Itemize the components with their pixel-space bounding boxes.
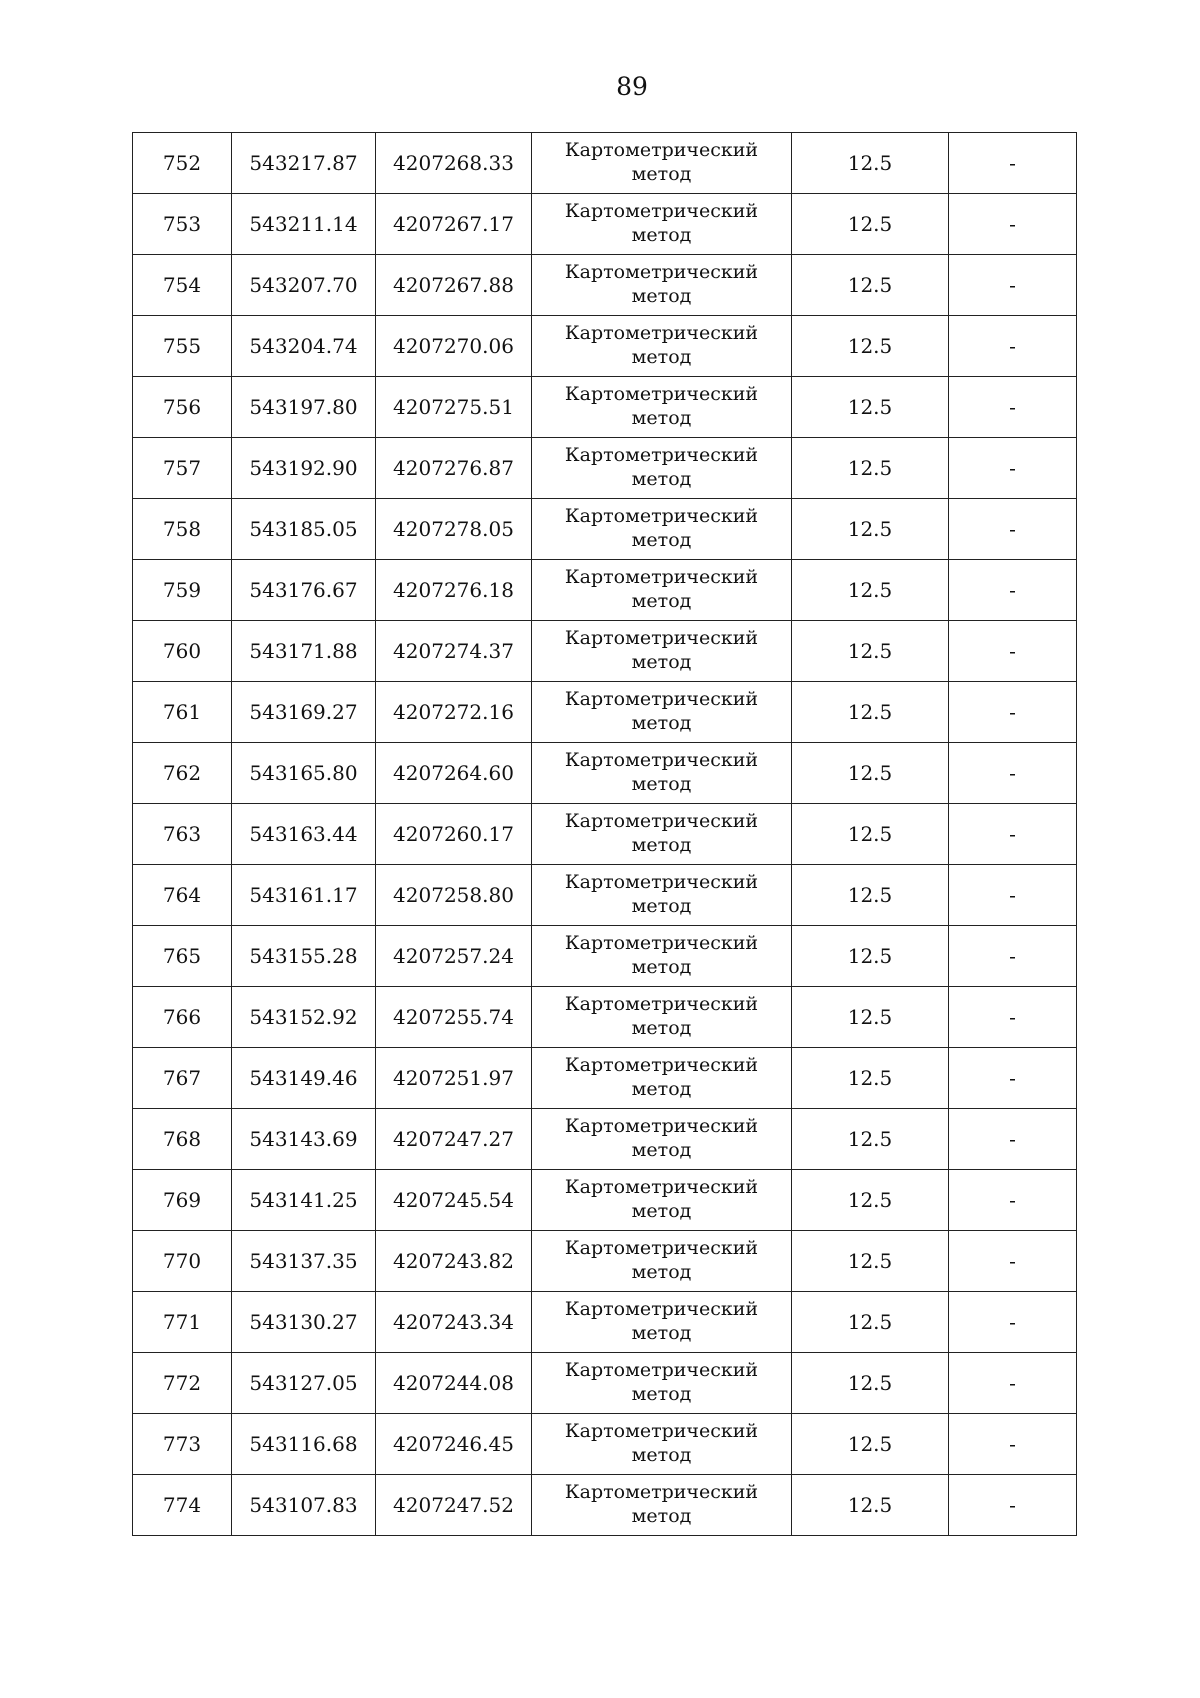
method-cell	[532, 1353, 792, 1414]
y-coordinate-cell: 4207270.06	[376, 316, 532, 377]
x-coordinate-cell: 543217.87	[232, 133, 376, 194]
method-line-2: метод	[631, 1017, 692, 1039]
table-row	[133, 377, 1077, 438]
method-cell	[532, 1475, 792, 1536]
method-cell	[532, 804, 792, 865]
method-line-2: метод	[631, 590, 692, 612]
note-cell: -	[949, 1170, 1077, 1231]
point-number-cell: 765	[133, 926, 232, 987]
x-coordinate-cell: 543137.35	[232, 1231, 376, 1292]
point-number-cell: 767	[133, 1048, 232, 1109]
precision-cell: 12.5	[792, 316, 949, 377]
table-row	[133, 255, 1077, 316]
y-coordinate-cell: 4207268.33	[376, 133, 532, 194]
precision-cell: 12.5	[792, 499, 949, 560]
y-coordinate-cell: 4207276.18	[376, 560, 532, 621]
method-line-2: метод	[631, 1322, 692, 1344]
point-number-cell: 762	[133, 743, 232, 804]
note-cell: -	[949, 1231, 1077, 1292]
y-coordinate-cell: 4207278.05	[376, 499, 532, 560]
method-line-1: Картометрический	[564, 810, 759, 833]
table-row	[133, 987, 1077, 1048]
method-cell	[532, 743, 792, 804]
precision-cell: 12.5	[792, 560, 949, 621]
note-cell: -	[949, 316, 1077, 377]
point-number-cell: 761	[133, 682, 232, 743]
method-cell	[532, 1048, 792, 1109]
x-coordinate-cell: 543107.83	[232, 1475, 376, 1536]
table-row	[133, 865, 1077, 926]
point-number-cell: 756	[133, 377, 232, 438]
x-coordinate-cell: 543169.27	[232, 682, 376, 743]
table-row	[133, 804, 1077, 865]
precision-cell: 12.5	[792, 377, 949, 438]
method-line-1: Картометрический	[564, 1115, 759, 1138]
table-row	[133, 1414, 1077, 1475]
x-coordinate-cell: 543143.69	[232, 1109, 376, 1170]
method-line-1: Картометрический	[564, 871, 759, 894]
method-cell	[532, 926, 792, 987]
method-line-1: Картометрический	[564, 1176, 759, 1199]
y-coordinate-cell: 4207276.87	[376, 438, 532, 499]
method-line-2: метод	[631, 1444, 692, 1466]
point-number-cell: 758	[133, 499, 232, 560]
method-line-1: Картометрический	[564, 322, 759, 345]
note-cell: -	[949, 133, 1077, 194]
method-line-1: Картометрический	[564, 1237, 759, 1260]
method-line-2: метод	[631, 895, 692, 917]
method-line-1: Картометрический	[564, 383, 759, 406]
method-cell	[532, 1170, 792, 1231]
note-cell: -	[949, 255, 1077, 316]
note-cell: -	[949, 1048, 1077, 1109]
table-row	[133, 560, 1077, 621]
method-line-2: метод	[631, 956, 692, 978]
method-line-1: Картометрический	[564, 139, 759, 162]
y-coordinate-cell: 4207260.17	[376, 804, 532, 865]
point-number-cell: 772	[133, 1353, 232, 1414]
precision-cell: 12.5	[792, 133, 949, 194]
table-row	[133, 743, 1077, 804]
note-cell: -	[949, 621, 1077, 682]
note-cell: -	[949, 865, 1077, 926]
point-number-cell: 753	[133, 194, 232, 255]
table-row	[133, 1170, 1077, 1231]
method-cell	[532, 438, 792, 499]
method-line-1: Картометрический	[564, 566, 759, 589]
y-coordinate-cell: 4207247.27	[376, 1109, 532, 1170]
precision-cell: 12.5	[792, 987, 949, 1048]
y-coordinate-cell: 4207258.80	[376, 865, 532, 926]
table-row	[133, 1353, 1077, 1414]
method-line-1: Картометрический	[564, 1481, 759, 1504]
note-cell: -	[949, 194, 1077, 255]
y-coordinate-cell: 4207251.97	[376, 1048, 532, 1109]
method-cell	[532, 987, 792, 1048]
method-line-1: Картометрический	[564, 1359, 759, 1382]
point-number-cell: 759	[133, 560, 232, 621]
table-row	[133, 621, 1077, 682]
table-row	[133, 682, 1077, 743]
y-coordinate-cell: 4207272.16	[376, 682, 532, 743]
method-line-2: метод	[631, 773, 692, 795]
method-line-2: метод	[631, 346, 692, 368]
x-coordinate-cell: 543163.44	[232, 804, 376, 865]
method-line-2: метод	[631, 1383, 692, 1405]
precision-cell: 12.5	[792, 1170, 949, 1231]
note-cell: -	[949, 499, 1077, 560]
table-row	[133, 1109, 1077, 1170]
point-number-cell: 757	[133, 438, 232, 499]
method-cell	[532, 1231, 792, 1292]
method-cell	[532, 1109, 792, 1170]
point-number-cell: 771	[133, 1292, 232, 1353]
precision-cell: 12.5	[792, 1231, 949, 1292]
note-cell: -	[949, 377, 1077, 438]
method-line-1: Картометрический	[564, 749, 759, 772]
method-line-2: метод	[631, 1078, 692, 1100]
note-cell: -	[949, 1353, 1077, 1414]
precision-cell: 12.5	[792, 682, 949, 743]
method-line-2: метод	[631, 712, 692, 734]
page-number: 89	[616, 72, 648, 101]
table-row	[133, 1292, 1077, 1353]
method-line-1: Картометрический	[564, 993, 759, 1016]
y-coordinate-cell: 4207243.82	[376, 1231, 532, 1292]
x-coordinate-cell: 543165.80	[232, 743, 376, 804]
precision-cell: 12.5	[792, 804, 949, 865]
method-cell	[532, 133, 792, 194]
method-line-2: метод	[631, 1200, 692, 1222]
note-cell: -	[949, 804, 1077, 865]
x-coordinate-cell: 543211.14	[232, 194, 376, 255]
point-number-cell: 764	[133, 865, 232, 926]
method-line-2: метод	[631, 1261, 692, 1283]
point-number-cell: 774	[133, 1475, 232, 1536]
precision-cell: 12.5	[792, 1048, 949, 1109]
x-coordinate-cell: 543161.17	[232, 865, 376, 926]
method-line-1: Картометрический	[564, 444, 759, 467]
point-number-cell: 752	[133, 133, 232, 194]
y-coordinate-cell: 4207243.34	[376, 1292, 532, 1353]
method-line-2: метод	[631, 651, 692, 673]
method-cell	[532, 194, 792, 255]
x-coordinate-cell: 543171.88	[232, 621, 376, 682]
point-number-cell: 755	[133, 316, 232, 377]
note-cell: -	[949, 987, 1077, 1048]
method-line-1: Картометрический	[564, 932, 759, 955]
method-line-2: метод	[631, 1505, 692, 1527]
note-cell: -	[949, 682, 1077, 743]
table-row	[133, 438, 1077, 499]
table-row	[133, 316, 1077, 377]
x-coordinate-cell: 543204.74	[232, 316, 376, 377]
method-line-1: Картометрический	[564, 1420, 759, 1443]
coordinates-table	[132, 132, 1077, 1536]
method-cell	[532, 499, 792, 560]
y-coordinate-cell: 4207255.74	[376, 987, 532, 1048]
x-coordinate-cell: 543127.05	[232, 1353, 376, 1414]
table-row	[133, 1475, 1077, 1536]
method-cell	[532, 560, 792, 621]
x-coordinate-cell: 543155.28	[232, 926, 376, 987]
table-row	[133, 926, 1077, 987]
method-line-2: метод	[631, 468, 692, 490]
point-number-cell: 773	[133, 1414, 232, 1475]
note-cell: -	[949, 1475, 1077, 1536]
table-body	[133, 133, 1077, 1536]
table-row	[133, 194, 1077, 255]
precision-cell: 12.5	[792, 255, 949, 316]
method-cell	[532, 865, 792, 926]
method-line-2: метод	[631, 285, 692, 307]
method-line-2: метод	[631, 834, 692, 856]
precision-cell: 12.5	[792, 621, 949, 682]
note-cell: -	[949, 560, 1077, 621]
note-cell: -	[949, 1414, 1077, 1475]
table-row	[133, 1048, 1077, 1109]
method-line-2: метод	[631, 529, 692, 551]
method-line-1: Картометрический	[564, 261, 759, 284]
note-cell: -	[949, 926, 1077, 987]
point-number-cell: 760	[133, 621, 232, 682]
x-coordinate-cell: 543207.70	[232, 255, 376, 316]
point-number-cell: 763	[133, 804, 232, 865]
y-coordinate-cell: 4207275.51	[376, 377, 532, 438]
x-coordinate-cell: 543116.68	[232, 1414, 376, 1475]
y-coordinate-cell: 4207257.24	[376, 926, 532, 987]
method-cell	[532, 255, 792, 316]
x-coordinate-cell: 543152.92	[232, 987, 376, 1048]
point-number-cell: 770	[133, 1231, 232, 1292]
note-cell: -	[949, 1292, 1077, 1353]
y-coordinate-cell: 4207267.88	[376, 255, 532, 316]
method-cell	[532, 682, 792, 743]
method-line-2: метод	[631, 1139, 692, 1161]
table-row	[133, 1231, 1077, 1292]
precision-cell: 12.5	[792, 1414, 949, 1475]
note-cell: -	[949, 1109, 1077, 1170]
precision-cell: 12.5	[792, 438, 949, 499]
method-line-2: метод	[631, 407, 692, 429]
method-line-1: Картометрический	[564, 200, 759, 223]
y-coordinate-cell: 4207244.08	[376, 1353, 532, 1414]
point-number-cell: 754	[133, 255, 232, 316]
x-coordinate-cell: 543192.90	[232, 438, 376, 499]
precision-cell: 12.5	[792, 865, 949, 926]
method-cell	[532, 1292, 792, 1353]
precision-cell: 12.5	[792, 1475, 949, 1536]
method-cell	[532, 377, 792, 438]
method-line-2: метод	[631, 163, 692, 185]
method-cell	[532, 621, 792, 682]
x-coordinate-cell: 543141.25	[232, 1170, 376, 1231]
y-coordinate-cell: 4207264.60	[376, 743, 532, 804]
x-coordinate-cell: 543185.05	[232, 499, 376, 560]
precision-cell: 12.5	[792, 1292, 949, 1353]
y-coordinate-cell: 4207267.17	[376, 194, 532, 255]
method-line-1: Картометрический	[564, 627, 759, 650]
method-line-1: Картометрический	[564, 688, 759, 711]
y-coordinate-cell: 4207246.45	[376, 1414, 532, 1475]
table-row	[133, 499, 1077, 560]
precision-cell: 12.5	[792, 743, 949, 804]
point-number-cell: 766	[133, 987, 232, 1048]
point-number-cell: 768	[133, 1109, 232, 1170]
x-coordinate-cell: 543130.27	[232, 1292, 376, 1353]
note-cell: -	[949, 743, 1077, 804]
precision-cell: 12.5	[792, 1353, 949, 1414]
y-coordinate-cell: 4207274.37	[376, 621, 532, 682]
note-cell: -	[949, 438, 1077, 499]
precision-cell: 12.5	[792, 1109, 949, 1170]
method-line-2: метод	[631, 224, 692, 246]
precision-cell: 12.5	[792, 194, 949, 255]
precision-cell: 12.5	[792, 926, 949, 987]
table-row	[133, 133, 1077, 194]
y-coordinate-cell: 4207247.52	[376, 1475, 532, 1536]
point-number-cell: 769	[133, 1170, 232, 1231]
x-coordinate-cell: 543176.67	[232, 560, 376, 621]
x-coordinate-cell: 543197.80	[232, 377, 376, 438]
method-cell	[532, 316, 792, 377]
method-line-1: Картометрический	[564, 1298, 759, 1321]
method-line-1: Картометрический	[564, 505, 759, 528]
y-coordinate-cell: 4207245.54	[376, 1170, 532, 1231]
method-line-1: Картометрический	[564, 1054, 759, 1077]
x-coordinate-cell: 543149.46	[232, 1048, 376, 1109]
method-cell	[532, 1414, 792, 1475]
